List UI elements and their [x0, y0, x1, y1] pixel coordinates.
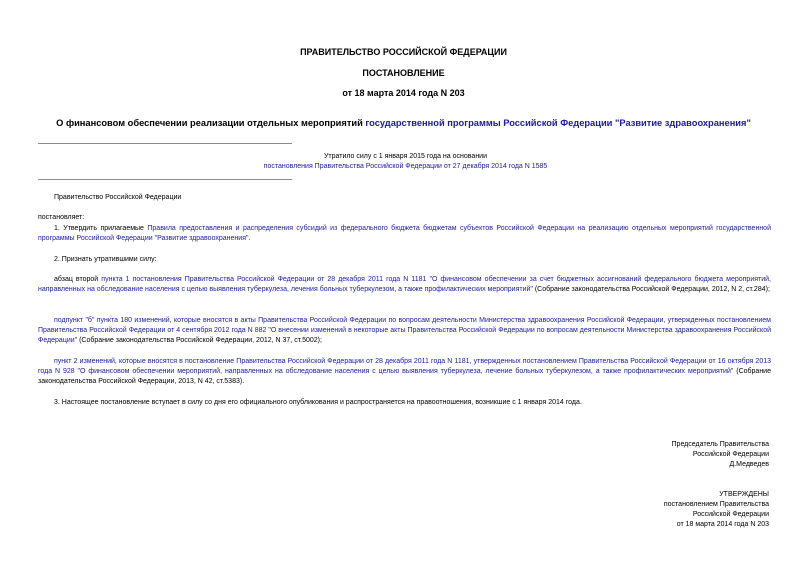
approval-date: от 18 марта 2014 года N 203	[676, 521, 769, 528]
document-date-number: от 18 марта 2014 года N 203	[342, 88, 465, 98]
divider-top	[38, 143, 292, 144]
approval-heading: УТВЕРЖДЕНЫ	[719, 491, 769, 498]
sub-c-suffix: (Собрание законодательства Российской Федерации, 2013, N 42, ст.5383).	[38, 368, 771, 385]
program-link[interactable]: государственной программы Российской Федерации "Развитие здравоохранения"	[365, 118, 751, 128]
item-2-sub-c	[38, 357, 771, 387]
repeal-decree-link[interactable]: постановления Правительства Российской Федерации от 27 декабря 2014 года N 1585	[263, 163, 548, 170]
resolves-text: постановляет:	[38, 214, 85, 221]
government-heading: ПРАВИТЕЛЬСТВО РОССИЙСКОЙ ФЕДЕРАЦИИ	[300, 47, 507, 57]
item-3: 3. Настоящее постановление вступает в силу со дня его официального опубликования и распространяется на правоотношения, возникшие с 1 января 2014 года.	[54, 399, 582, 406]
title-prefix: О финансовом обеспечении реализации отдельных мероприятий	[56, 118, 366, 128]
item-2: 2. Признать утратившими силу:	[54, 256, 157, 263]
item-2-sub-b	[38, 316, 771, 346]
approval-country: Российской Федерации	[692, 511, 769, 518]
document-title	[30, 118, 777, 128]
signature-name: Д.Медведев	[729, 461, 769, 468]
sub-b-suffix: (Собрание законодательства Российской Федерации, 2012, N 37, ст.5002);	[77, 337, 322, 344]
sub-a-prefix: абзац второй	[54, 276, 102, 283]
decree-1181-link[interactable]: пункта 1 постановления Правительства Российской Федерации от 28 декабря 2011 года N 1181 "О финансовом обеспечении за счет бюджетных ассигнований федерального бюджета мероприятий, направленных на обследование населения с целью выявления туберкулеза, лечения больных туберкулезом, а также профилактических мероприятий"	[38, 276, 771, 293]
signature-block	[672, 440, 769, 470]
signature-country: Российской Федерации	[692, 451, 769, 458]
approval-block	[664, 490, 769, 530]
divider-bottom	[38, 179, 292, 180]
preamble: Правительство Российской Федерации	[54, 194, 182, 201]
item-1-prefix: 1. Утвердить прилагаемые	[54, 225, 148, 232]
item-2-sub-a	[38, 275, 771, 295]
signature-title: Председатель Правительства	[671, 441, 769, 448]
sub-a-suffix: (Собрание законодательства Российской Федерации, 2012, N 2, ст.284);	[532, 286, 770, 293]
approval-by: постановлением Правительства	[663, 501, 769, 508]
item-1	[38, 224, 771, 244]
status-note-text: Утратило силу с 1 января 2015 года на основании	[323, 153, 488, 160]
rules-link[interactable]: Правила предоставления и распределения субсидий из федерального бюджета бюджетам субъектов Российской Федерации на реализацию отдельных мероприятий государственной программы Российской Федерации "Развитие здравоохранения"	[38, 225, 771, 242]
document-type: ПОСТАНОВЛЕНИЕ	[362, 68, 445, 78]
decree-882-link[interactable]: подпункт "б" пункта 180 изменений, которые вносятся в акты Правительства Российской Федерации по вопросам деятельности Министерства здравоохранения Российской Федерации, утвержденных постановлением Правительства Российской Федерации от 4 сентября 2012 года N 882 "О внесении изменений в некоторые акты Правительства Российской Федерации по вопросам деятельности Министерства здравоохранения Российской Федерации"	[38, 317, 771, 344]
item-1-suffix: .	[248, 235, 251, 242]
decree-928-link[interactable]: пункт 2 изменений, которые вносятся в постановление Правительства Российской Федерации от 28 декабря 2011 года N 1181, утвержденных постановлением Правительства Российской Федерации от 16 октября 2013 года N 928 "О финансовом обеспечении мероприятий, направленных на обследование населения с целью выявления туберкулеза, лечение больных туберкулезом, а также профилактических мероприятий"	[38, 358, 771, 375]
status-note	[38, 152, 773, 172]
